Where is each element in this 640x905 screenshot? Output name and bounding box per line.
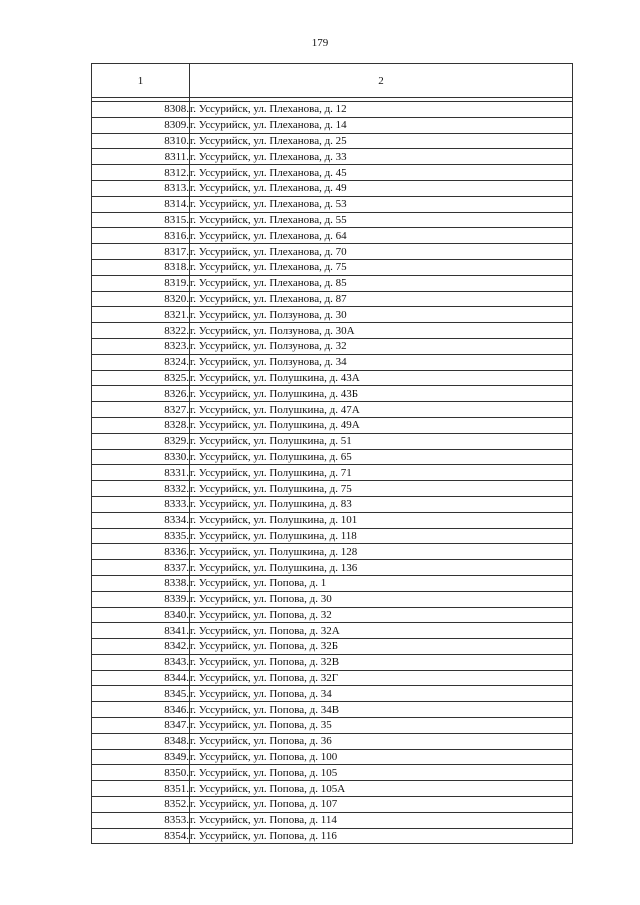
row-address: г. Уссурийск, ул. Плеханова, д. 64	[190, 228, 573, 244]
row-number: 8341.	[92, 623, 190, 639]
row-number: 8347.	[92, 718, 190, 734]
row-address: г. Уссурийск, ул. Полушкина, д. 65	[190, 449, 573, 465]
address-table	[91, 63, 573, 844]
row-address: г. Уссурийск, ул. Попова, д. 34	[190, 686, 573, 702]
table-row	[92, 165, 573, 181]
row-address: г. Уссурийск, ул. Плеханова, д. 45	[190, 165, 573, 181]
row-number: 8313.	[92, 180, 190, 196]
row-address: г. Уссурийск, ул. Попова, д. 32	[190, 607, 573, 623]
table-row	[92, 465, 573, 481]
table-row	[92, 702, 573, 718]
table-row	[92, 828, 573, 844]
table-row	[92, 749, 573, 765]
row-address: г. Уссурийск, ул. Плеханова, д. 33	[190, 149, 573, 165]
table-row	[92, 481, 573, 497]
row-address: г. Уссурийск, ул. Попова, д. 1	[190, 575, 573, 591]
row-number: 8331.	[92, 465, 190, 481]
row-number: 8317.	[92, 244, 190, 260]
row-number: 8336.	[92, 544, 190, 560]
row-address: г. Уссурийск, ул. Попова, д. 35	[190, 718, 573, 734]
row-number: 8330.	[92, 449, 190, 465]
row-address: г. Уссурийск, ул. Полушкина, д. 43Б	[190, 386, 573, 402]
row-number: 8350.	[92, 765, 190, 781]
row-number: 8334.	[92, 512, 190, 528]
row-address: г. Уссурийск, ул. Плеханова, д. 55	[190, 212, 573, 228]
row-address: г. Уссурийск, ул. Полушкина, д. 71	[190, 465, 573, 481]
row-address: г. Уссурийск, ул. Плеханова, д. 49	[190, 180, 573, 196]
table-row	[92, 812, 573, 828]
row-number: 8321.	[92, 307, 190, 323]
table-row	[92, 512, 573, 528]
table-row	[92, 654, 573, 670]
row-number: 8314.	[92, 196, 190, 212]
row-number: 8308.	[92, 102, 190, 118]
table-row	[92, 291, 573, 307]
row-number: 8323.	[92, 338, 190, 354]
table-row	[92, 686, 573, 702]
row-number: 8310.	[92, 133, 190, 149]
row-address: г. Уссурийск, ул. Полушкина, д. 83	[190, 496, 573, 512]
table-row	[92, 323, 573, 339]
row-number: 8349.	[92, 749, 190, 765]
row-address: г. Уссурийск, ул. Плеханова, д. 85	[190, 275, 573, 291]
row-address: г. Уссурийск, ул. Ползунова, д. 30	[190, 307, 573, 323]
row-address: г. Уссурийск, ул. Попова, д. 107	[190, 797, 573, 813]
row-number: 8335.	[92, 528, 190, 544]
table-row	[92, 133, 573, 149]
table-row	[92, 765, 573, 781]
table-row	[92, 307, 573, 323]
table-row	[92, 433, 573, 449]
row-address: г. Уссурийск, ул. Полушкина, д. 118	[190, 528, 573, 544]
row-address: г. Уссурийск, ул. Попова, д. 32В	[190, 654, 573, 670]
row-number: 8320.	[92, 291, 190, 307]
row-number: 8327.	[92, 402, 190, 418]
row-number: 8353.	[92, 812, 190, 828]
table-row	[92, 639, 573, 655]
row-address: г. Уссурийск, ул. Плеханова, д. 75	[190, 259, 573, 275]
table-row	[92, 733, 573, 749]
row-number: 8340.	[92, 607, 190, 623]
table-row	[92, 228, 573, 244]
row-address: г. Уссурийск, ул. Попова, д. 32А	[190, 623, 573, 639]
row-number: 8318.	[92, 259, 190, 275]
row-address: г. Уссурийск, ул. Полушкина, д. 136	[190, 560, 573, 576]
row-address: г. Уссурийск, ул. Полушкина, д. 101	[190, 512, 573, 528]
row-number: 8352.	[92, 797, 190, 813]
row-number: 8344.	[92, 670, 190, 686]
table-row	[92, 670, 573, 686]
table-row	[92, 180, 573, 196]
table-row	[92, 528, 573, 544]
row-number: 8354.	[92, 828, 190, 844]
row-address: г. Уссурийск, ул. Попова, д. 32Г	[190, 670, 573, 686]
table-row	[92, 607, 573, 623]
table-row	[92, 386, 573, 402]
page-number: 179	[311, 37, 329, 49]
row-address: г. Уссурийск, ул. Ползунова, д. 32	[190, 338, 573, 354]
table-row	[92, 575, 573, 591]
table-row	[92, 149, 573, 165]
row-address: г. Уссурийск, ул. Попова, д. 116	[190, 828, 573, 844]
row-address: г. Уссурийск, ул. Попова, д. 105	[190, 765, 573, 781]
row-address: г. Уссурийск, ул. Полушкина, д. 128	[190, 544, 573, 560]
table-row	[92, 402, 573, 418]
row-address: г. Уссурийск, ул. Полушкина, д. 75	[190, 481, 573, 497]
row-address: г. Уссурийск, ул. Попова, д. 105А	[190, 781, 573, 797]
row-number: 8316.	[92, 228, 190, 244]
table-row	[92, 449, 573, 465]
table-row	[92, 591, 573, 607]
table-row	[92, 338, 573, 354]
table-row	[92, 196, 573, 212]
row-number: 8338.	[92, 575, 190, 591]
table-row	[92, 370, 573, 386]
row-number: 8348.	[92, 733, 190, 749]
table-row	[92, 212, 573, 228]
table-row	[92, 797, 573, 813]
table-row	[92, 560, 573, 576]
table-row	[92, 718, 573, 734]
table-row	[92, 354, 573, 370]
row-number: 8343.	[92, 654, 190, 670]
table-row	[92, 102, 573, 118]
table-row	[92, 275, 573, 291]
row-number: 8309.	[92, 117, 190, 133]
row-number: 8315.	[92, 212, 190, 228]
table-row	[92, 623, 573, 639]
row-address: г. Уссурийск, ул. Плеханова, д. 12	[190, 102, 573, 118]
row-number: 8329.	[92, 433, 190, 449]
row-number: 8332.	[92, 481, 190, 497]
row-number: 8337.	[92, 560, 190, 576]
row-address: г. Уссурийск, ул. Плеханова, д. 14	[190, 117, 573, 133]
table-row	[92, 259, 573, 275]
row-number: 8311.	[92, 149, 190, 165]
row-number: 8319.	[92, 275, 190, 291]
row-number: 8342.	[92, 639, 190, 655]
row-address: г. Уссурийск, ул. Полушкина, д. 49А	[190, 417, 573, 433]
table-body	[92, 98, 573, 844]
row-number: 8312.	[92, 165, 190, 181]
row-address: г. Уссурийск, ул. Попова, д. 34В	[190, 702, 573, 718]
row-number: 8322.	[92, 323, 190, 339]
row-address: г. Уссурийск, ул. Полушкина, д. 47А	[190, 402, 573, 418]
row-number: 8328.	[92, 417, 190, 433]
row-number: 8345.	[92, 686, 190, 702]
row-address: г. Уссурийск, ул. Ползунова, д. 30А	[190, 323, 573, 339]
table-row	[92, 244, 573, 260]
row-number: 8324.	[92, 354, 190, 370]
table-row	[92, 781, 573, 797]
row-address: г. Уссурийск, ул. Плеханова, д. 53	[190, 196, 573, 212]
row-number: 8326.	[92, 386, 190, 402]
table-row	[92, 117, 573, 133]
row-address: г. Уссурийск, ул. Плеханова, д. 70	[190, 244, 573, 260]
table-header-row	[92, 64, 573, 98]
row-address: г. Уссурийск, ул. Полушкина, д. 43А	[190, 370, 573, 386]
row-number: 8351.	[92, 781, 190, 797]
row-number: 8325.	[92, 370, 190, 386]
row-address: г. Уссурийск, ул. Ползунова, д. 34	[190, 354, 573, 370]
row-number: 8339.	[92, 591, 190, 607]
row-number: 8346.	[92, 702, 190, 718]
row-address: г. Уссурийск, ул. Плеханова, д. 25	[190, 133, 573, 149]
row-address: г. Уссурийск, ул. Плеханова, д. 87	[190, 291, 573, 307]
table-row	[92, 496, 573, 512]
table-row	[92, 544, 573, 560]
row-address: г. Уссурийск, ул. Попова, д. 36	[190, 733, 573, 749]
row-number: 8333.	[92, 496, 190, 512]
row-address: г. Уссурийск, ул. Попова, д. 114	[190, 812, 573, 828]
column-header-address: 2	[190, 64, 573, 98]
row-address: г. Уссурийск, ул. Попова, д. 30	[190, 591, 573, 607]
table-row	[92, 417, 573, 433]
row-address: г. Уссурийск, ул. Попова, д. 100	[190, 749, 573, 765]
row-address: г. Уссурийск, ул. Полушкина, д. 51	[190, 433, 573, 449]
row-address: г. Уссурийск, ул. Попова, д. 32Б	[190, 639, 573, 655]
column-header-number: 1	[92, 64, 190, 98]
